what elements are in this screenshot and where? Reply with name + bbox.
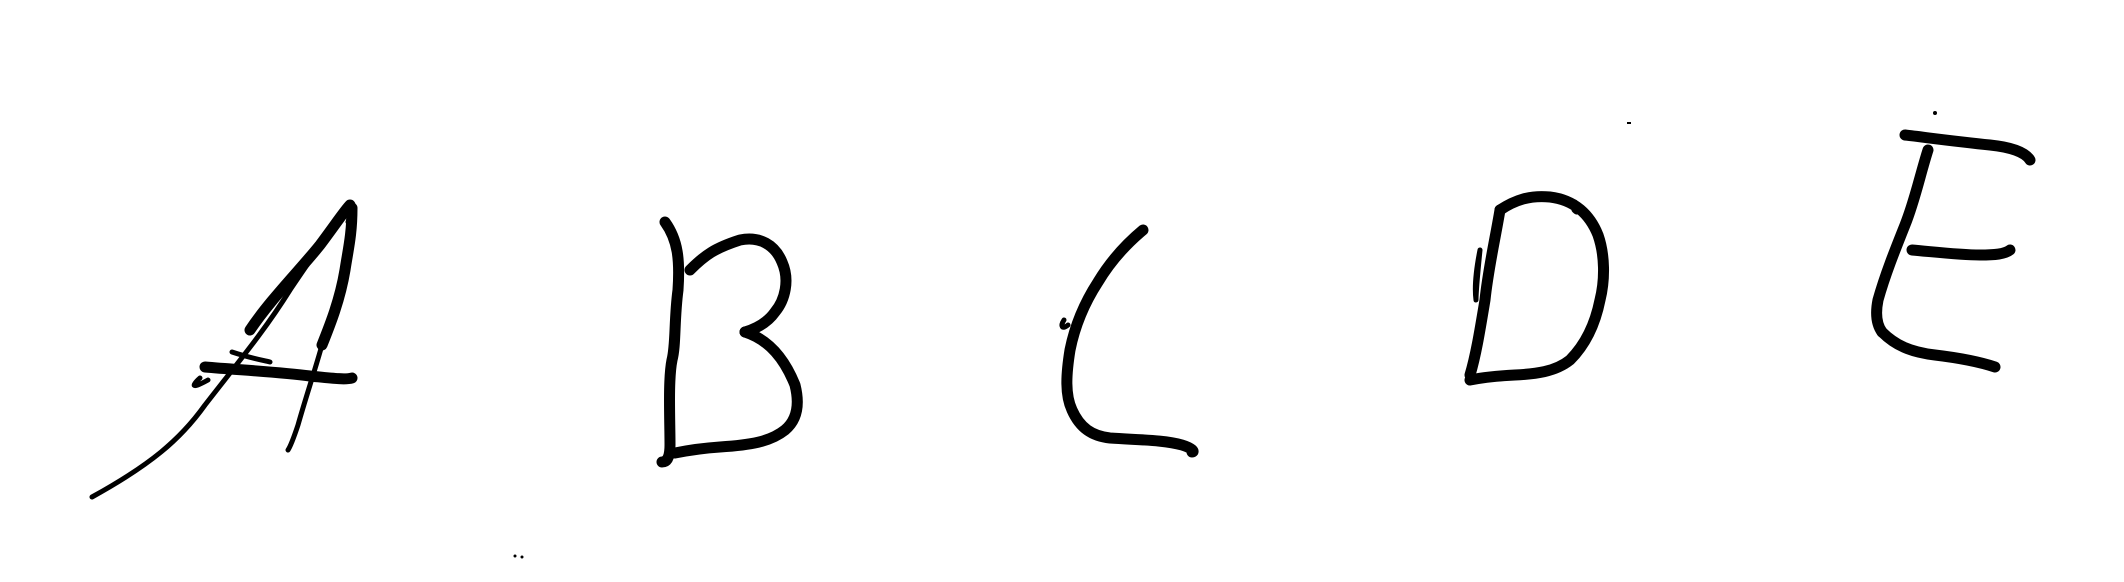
handwritten-letter-a [92, 205, 352, 497]
handwritten-letter-c [1062, 230, 1193, 452]
ink-speck [514, 555, 517, 558]
handwritten-letter-e [1877, 135, 2030, 367]
ink-speck [521, 556, 524, 559]
ink-speck [1627, 122, 1631, 124]
handwritten-letter-b [662, 222, 797, 462]
handwritten-letter-d [1470, 197, 1604, 380]
ink-speck [1933, 111, 1937, 115]
